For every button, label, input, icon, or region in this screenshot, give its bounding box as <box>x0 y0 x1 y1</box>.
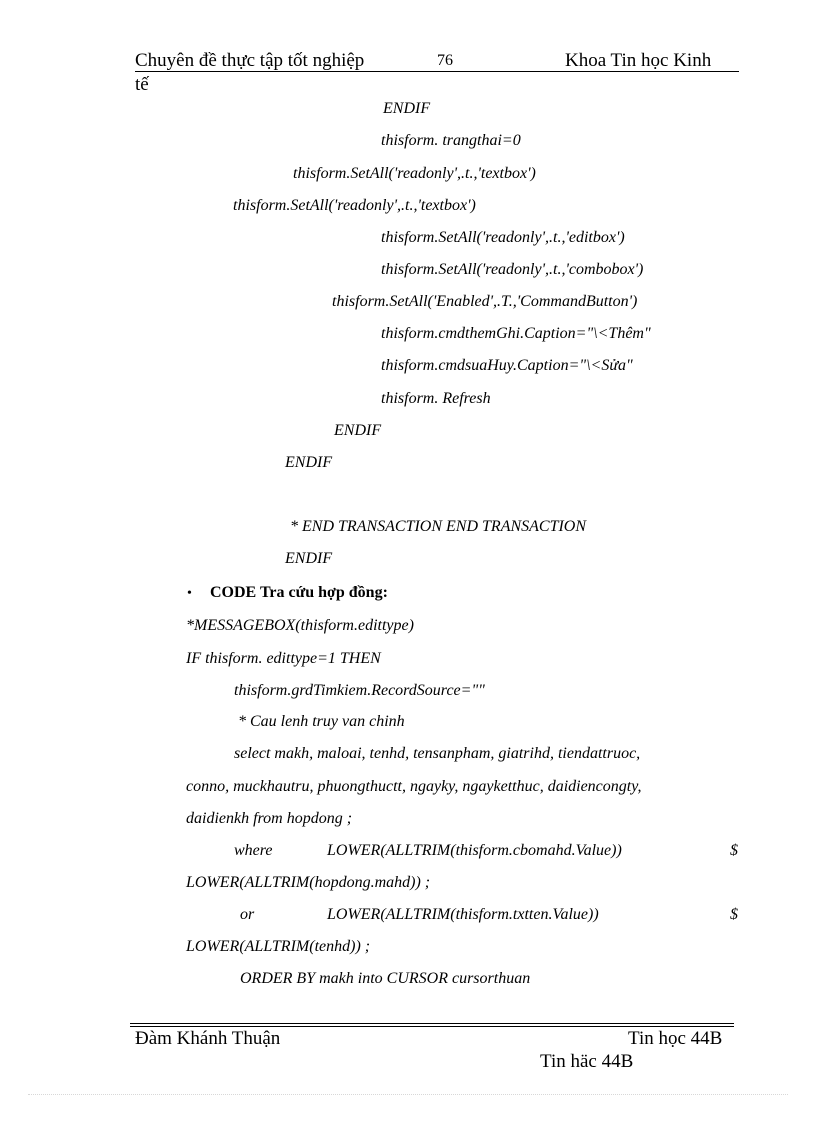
code-line: thisform.cmdthemGhi.Caption="\<Thêm" <box>381 325 651 342</box>
code-line: ENDIF <box>285 454 333 471</box>
footer-class-duplicate: Tin häc 44B <box>540 1051 634 1072</box>
code-line: conno, muckhautru, phuongthuctt, ngayky, ngayketthuc, daidiencongty, <box>186 778 642 795</box>
code-line: thisform.cmdsuaHuy.Caption="\<Sửa" <box>381 357 633 374</box>
code-line: * END TRANSACTION END TRANSACTION <box>290 518 587 535</box>
header-department: Khoa Tin học Kinh <box>565 50 712 71</box>
footer-rule <box>130 1026 734 1027</box>
footer-rule <box>130 1023 734 1024</box>
code-operator: $ <box>730 906 738 923</box>
header-underline <box>135 71 739 72</box>
footer-class: Tin học 44B <box>628 1028 723 1049</box>
code-line: thisform.grdTimkiem.RecordSource="" <box>234 682 485 699</box>
code-line: thisform.SetAll('readonly',.t.,'editbox') <box>381 229 625 246</box>
footer-author: Đàm Khánh Thuận <box>135 1028 281 1049</box>
code-line: LOWER(ALLTRIM(hopdong.mahd)) ; <box>186 874 431 891</box>
code-line: thisform.SetAll('readonly',.t.,'textbox') <box>293 165 536 182</box>
code-keyword-where: where <box>234 842 273 859</box>
page-number: 76 <box>437 52 453 69</box>
code-operator: $ <box>730 842 738 859</box>
code-line: *MESSAGEBOX(thisform.edittype) <box>186 617 414 634</box>
code-line: thisform. trangthai=0 <box>381 132 521 149</box>
code-line: LOWER(ALLTRIM(tenhd)) ; <box>186 938 371 955</box>
code-line: ORDER BY makh into CURSOR cursorthuan <box>240 970 531 987</box>
bullet-icon: • <box>187 586 192 601</box>
code-expression: LOWER(ALLTRIM(thisform.txtten.Value)) <box>327 906 599 923</box>
code-line: thisform.SetAll('Enabled',.T.,'CommandButton') <box>332 293 638 310</box>
code-expression: LOWER(ALLTRIM(thisform.cbomahd.Value)) <box>327 842 622 859</box>
code-line: daidienkh from hopdong ; <box>186 810 353 827</box>
page-bottom-divider <box>28 1094 788 1095</box>
code-line: ENDIF <box>334 422 382 439</box>
code-line: ENDIF <box>383 100 431 117</box>
section-title: CODE Tra cứu hợp đồng: <box>210 584 388 601</box>
code-line: ENDIF <box>285 550 333 567</box>
code-comment: * Cau lenh truy van chinh <box>238 713 405 730</box>
code-line: thisform. Refresh <box>381 390 491 407</box>
code-line: select makh, maloai, tenhd, tensanpham, giatrihd, tiendattruoc, <box>234 745 641 762</box>
code-line: thisform.SetAll('readonly',.t.,'textbox') <box>233 197 476 214</box>
header-wrap: tế <box>135 74 149 95</box>
code-keyword-or: or <box>240 906 255 923</box>
code-line: thisform.SetAll('readonly',.t.,'combobox') <box>381 261 644 278</box>
code-line: IF thisform. edittype=1 THEN <box>186 650 381 667</box>
header-title: Chuyên đề thực tập tốt nghiệp <box>135 50 365 71</box>
